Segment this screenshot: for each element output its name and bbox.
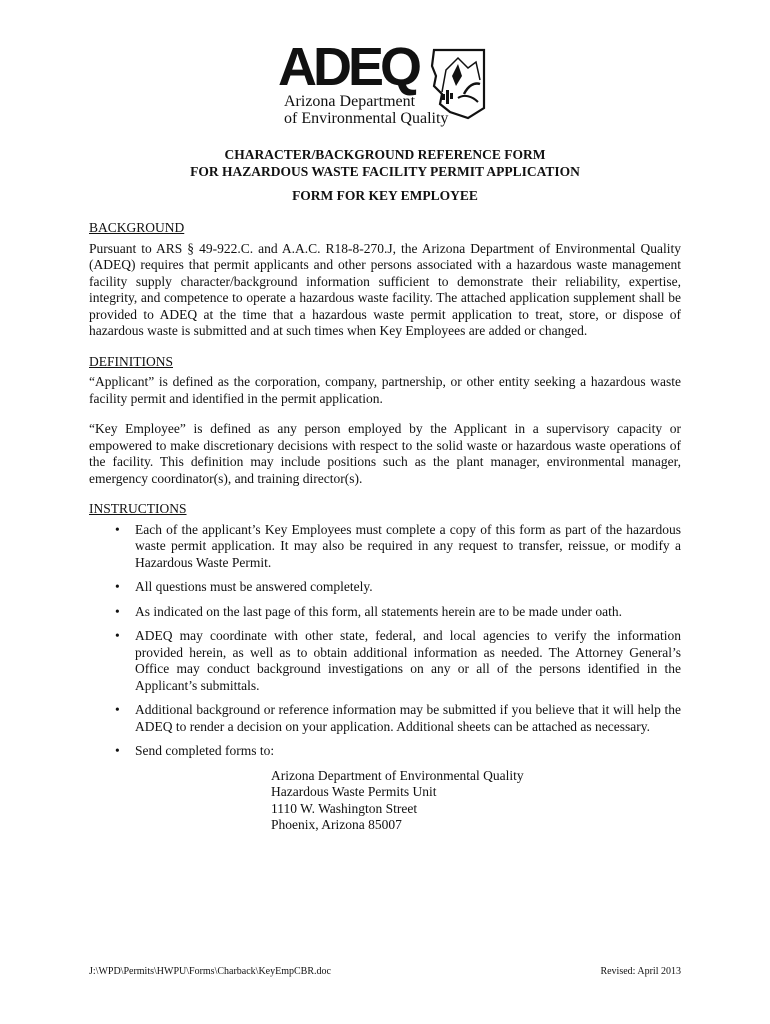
list-item: • Additional background or reference information may be submitted if you believe that it will help the ADEQ to render a decision on your application. Additional sheets can be attached as necessary. bbox=[115, 702, 681, 734]
title-line-2: FOR HAZARDOUS WASTE FACILITY PERMIT APPLICATION bbox=[190, 164, 580, 179]
bullet-icon: • bbox=[115, 743, 120, 758]
title-line-3: FORM FOR KEY EMPLOYEE bbox=[292, 188, 478, 203]
title-line-1: CHARACTER/BACKGROUND REFERENCE FORM bbox=[224, 147, 546, 162]
definition-key-employee: “Key Employee” is defined as any person employed by the Applicant in a supervisory capacity or empowered to make discretionary decisions with respect to the solid waste or hazardous waste operations of the facility. This definition may include positions such as the plant manager, environmental manager, emergency coordinator(s), and training director(s). bbox=[89, 421, 681, 486]
list-item: • Each of the applicant’s Key Employees must complete a copy of this form as part of the hazardous waste permit application. It may also be required in any request to transfer, reissue, or modify a Hazardous Waste Permit. bbox=[115, 521, 681, 570]
bullet-icon: • bbox=[115, 628, 120, 643]
address-line-3: 1110 W. Washington Street bbox=[271, 800, 418, 816]
definition-applicant: “Applicant” is defined as the corporation, company, partnership, or other entity seeking a hazardous waste facility permit and identified in the permit application. bbox=[89, 374, 681, 406]
list-item: • Send completed forms to: bbox=[115, 743, 275, 758]
instructions-list bbox=[89, 522, 681, 760]
adeq-logo bbox=[278, 37, 498, 127]
background-text: Pursuant to ARS § 49-922.C. and A.A.C. R18-8-270.J, the Arizona Department of Environmental Quality (ADEQ) requires that permit applicants and other persons associated with a hazardous waste management facility supply character/background information sufficient to demonstrate their reliability, expertise, integrity, and competence to operate a hazardous waste facility. The attached application supplement shall be provided to ADEQ at the time that a hazardous waste permit application to treat, store, or dispose of hazardous waste is submitted and at such times when Key Employees are added or changed. bbox=[89, 240, 681, 338]
address-line-2: Hazardous Waste Permits Unit bbox=[271, 784, 437, 799]
address-line-4: Phoenix, Arizona 85007 bbox=[271, 817, 402, 832]
bullet-icon: • bbox=[115, 702, 120, 717]
form-title bbox=[0, 146, 770, 180]
definitions-heading: DEFINITIONS bbox=[89, 353, 173, 369]
footer-revision-date: Revised: April 2013 bbox=[600, 966, 681, 977]
bullet-icon: • bbox=[115, 579, 120, 594]
address-line-1: Arizona Department of Environmental Quality bbox=[271, 767, 524, 783]
form-body bbox=[89, 220, 681, 834]
logo-line-1: Arizona Department bbox=[284, 93, 416, 110]
bullet-icon: • bbox=[115, 521, 120, 537]
instructions-heading: INSTRUCTIONS bbox=[89, 501, 187, 516]
background-heading: BACKGROUND bbox=[89, 220, 185, 235]
list-item: • ADEQ may coordinate with other state, federal, and local agencies to verify the information provided herein, as well as to obtain additional information as needed. The Attorney General’s Office may conduct background investigations on any or all of the persons identified in the Applicant’s submittals. bbox=[115, 628, 681, 693]
list-item: • As indicated on the last page of this form, all statements herein are to be made under oath. bbox=[115, 603, 622, 619]
footer-file-path: J:\WPD\Permits\HWPU\Forms\Charback\KeyEmpCBR.doc bbox=[89, 966, 331, 977]
logo-wordmark: ADEQ bbox=[278, 37, 419, 97]
bullet-icon: • bbox=[115, 603, 120, 619]
list-item: • All questions must be answered completely. bbox=[115, 579, 373, 594]
logo-line-2: of Environmental Quality bbox=[284, 110, 449, 127]
arizona-state-outline-icon bbox=[428, 46, 488, 120]
mailing-address bbox=[271, 768, 681, 834]
form-subtitle bbox=[0, 187, 770, 204]
